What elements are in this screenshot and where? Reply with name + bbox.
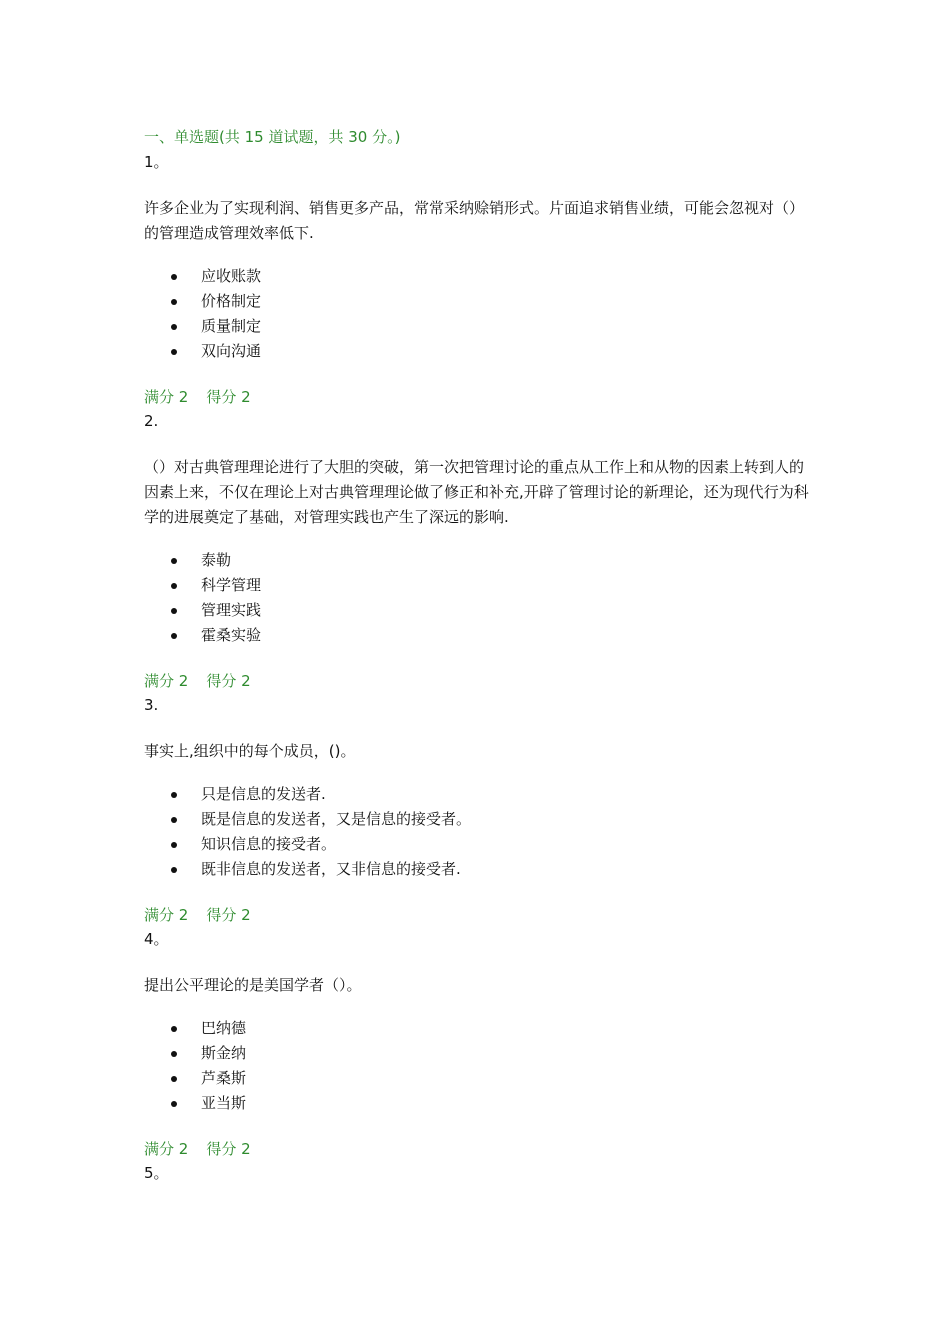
question-number: 2. (144, 412, 159, 430)
question-text: 许多企业为了实现利润、销售更多产品，常常采纳赊销形式。片面追求销售业绩，可能会忽视对（）的管理造成管理效率低下. (144, 199, 805, 242)
bullet-icon (171, 633, 177, 639)
option-label: 亚当斯 (201, 1094, 247, 1112)
option-label: 科学管理 (201, 576, 262, 594)
question-3 (144, 694, 809, 926)
score-line (144, 904, 809, 926)
bullet-icon (171, 1026, 177, 1032)
option-list (144, 782, 809, 882)
option-label: 巴纳德 (201, 1019, 247, 1037)
option-item (144, 807, 809, 832)
bullet-icon (171, 324, 177, 330)
option-label: 只是信息的发送者. (201, 785, 326, 803)
score-line (144, 386, 809, 408)
option-item (144, 1016, 809, 1041)
bullet-icon (171, 792, 177, 798)
exam-content (144, 126, 809, 1184)
question-text: 提出公平理论的是美国学者（）。 (144, 976, 362, 994)
earned-score: 得分 2 (206, 906, 251, 924)
bullet-icon (171, 842, 177, 848)
option-label: 双向沟通 (201, 342, 262, 360)
option-item (144, 782, 809, 807)
question-2 (144, 410, 809, 692)
option-item (144, 264, 809, 289)
question-number: 5。 (144, 1164, 169, 1182)
question-number: 4。 (144, 930, 169, 948)
question-number: 1。 (144, 153, 169, 171)
earned-score: 得分 2 (206, 672, 251, 690)
option-item (144, 598, 809, 623)
bullet-icon (171, 274, 177, 280)
earned-score: 得分 2 (206, 1140, 251, 1158)
score-line (144, 670, 809, 692)
option-label: 管理实践 (201, 601, 262, 619)
option-label: 既是信息的发送者，又是信息的接受者。 (201, 810, 472, 828)
question-1 (144, 151, 809, 408)
option-label: 价格制定 (201, 292, 262, 310)
option-item (144, 548, 809, 573)
option-label: 质量制定 (201, 317, 262, 335)
option-item (144, 1091, 809, 1116)
option-label: 泰勒 (201, 551, 232, 569)
question-text: （）对古典管理理论进行了大胆的突破，第一次把管理讨论的重点从工作上和从物的因素上转到人的因素上来，不仅在理论上对古典管理理论做了修正和补充,开辟了管理讨论的新理论，还为现代行为科学的进展奠定了基础，对管理实践也产生了深远的影响. (144, 458, 809, 526)
bullet-icon (171, 1101, 177, 1107)
option-list (144, 548, 809, 648)
bullet-icon (171, 1076, 177, 1082)
full-score: 满分 2 (144, 1140, 189, 1158)
option-item (144, 339, 809, 364)
bullet-icon (171, 558, 177, 564)
option-item (144, 314, 809, 339)
bullet-icon (171, 608, 177, 614)
option-list (144, 264, 809, 364)
option-label: 既非信息的发送者，又非信息的接受者. (201, 860, 461, 878)
option-item (144, 573, 809, 598)
bullet-icon (171, 349, 177, 355)
option-label: 芦桑斯 (201, 1069, 247, 1087)
question-number: 3. (144, 696, 159, 714)
question-text: 事实上,组织中的每个成员，()。 (144, 742, 356, 760)
option-item (144, 832, 809, 857)
question-5 (144, 1162, 809, 1184)
option-label: 应收账款 (201, 267, 262, 285)
option-item (144, 1066, 809, 1091)
bullet-icon (171, 583, 177, 589)
option-list (144, 1016, 809, 1116)
bullet-icon (171, 299, 177, 305)
score-line (144, 1138, 809, 1160)
option-item (144, 623, 809, 648)
option-label: 霍桑实验 (201, 626, 262, 644)
earned-score: 得分 2 (206, 388, 251, 406)
option-label: 斯金纳 (201, 1044, 247, 1062)
question-4 (144, 928, 809, 1160)
bullet-icon (171, 817, 177, 823)
bullet-icon (171, 867, 177, 873)
bullet-icon (171, 1051, 177, 1057)
full-score: 满分 2 (144, 672, 189, 690)
option-item (144, 1041, 809, 1066)
option-item (144, 857, 809, 882)
section-title: 一、单选题(共 15 道试题，共 30 分。) (144, 128, 401, 146)
full-score: 满分 2 (144, 906, 189, 924)
option-label: 知识信息的接受者。 (201, 835, 337, 853)
option-item (144, 289, 809, 314)
full-score: 满分 2 (144, 388, 189, 406)
